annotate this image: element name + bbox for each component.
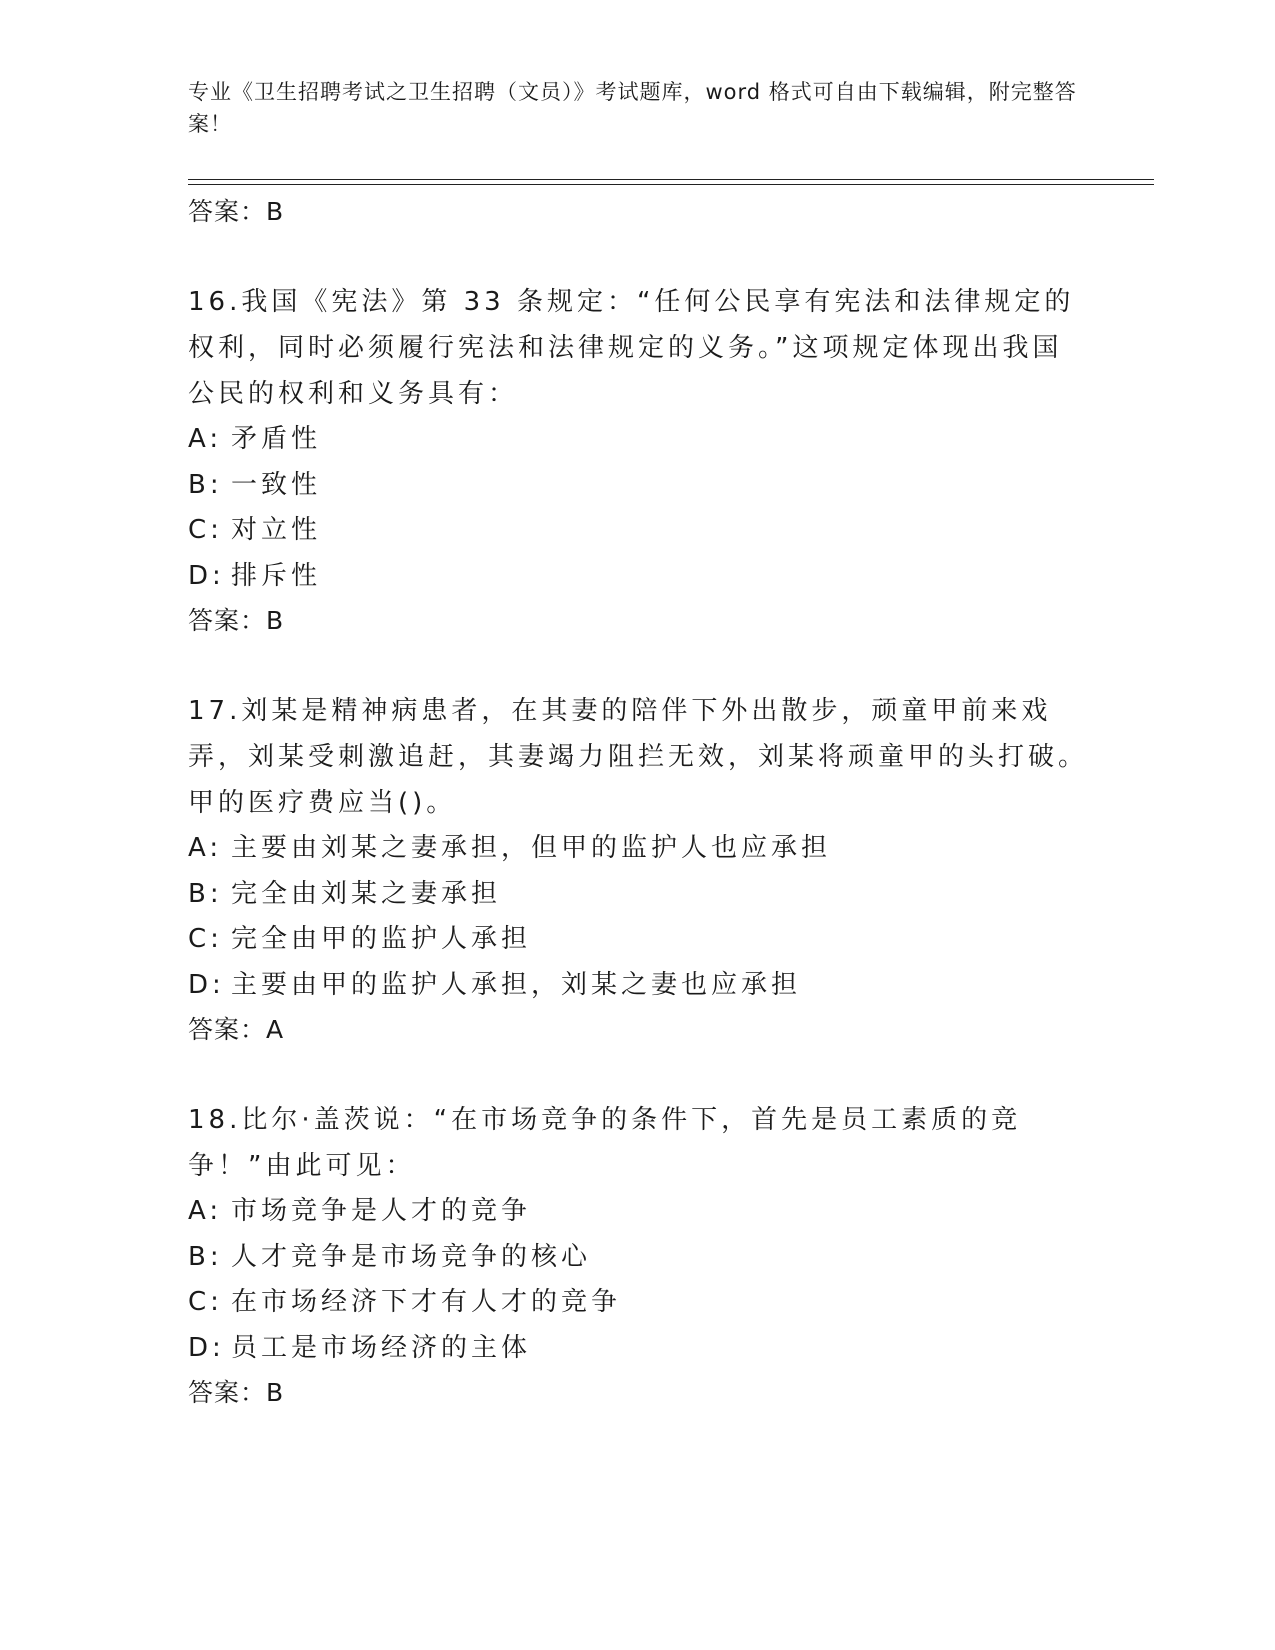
header-rule-bottom — [188, 184, 1154, 185]
option-letter: B: — [188, 469, 223, 500]
option-letter: A: — [188, 1196, 223, 1226]
option-letter: B: — [188, 878, 223, 909]
option-letter: C: — [188, 924, 223, 954]
option-d — [188, 554, 1088, 600]
option-a — [188, 417, 1088, 463]
option-text: 完全由刘某之妻承担 — [231, 878, 502, 909]
option-text: 一致性 — [231, 469, 322, 500]
option-letter: D: — [188, 969, 225, 1000]
document-body — [188, 190, 1088, 1415]
option-letter: A: — [188, 424, 223, 454]
option-text: 主要由甲的监护人承担，刘某之妻也应承担 — [231, 969, 802, 1000]
option-text: 市场竞争是人才的竞争 — [231, 1196, 532, 1226]
option-text: 员工是市场经济的主体 — [231, 1332, 532, 1363]
option-d — [188, 1326, 1088, 1372]
option-letter: D: — [188, 1332, 225, 1363]
question-16 — [188, 279, 1088, 643]
option-letter: C: — [188, 1287, 223, 1317]
option-text: 矛盾性 — [231, 424, 322, 454]
header-rule-top — [188, 179, 1154, 180]
option-text: 完全由甲的监护人承担 — [231, 924, 532, 954]
page-header: 专业《卫生招聘考试之卫生招聘（文员）》考试题库，word 格式可自由下载编辑，附完整答案！ — [188, 80, 1077, 136]
question-18 — [188, 1097, 1088, 1415]
option-text: 排斥性 — [231, 560, 322, 591]
answer-line: 答案：A — [188, 1015, 285, 1044]
question-17 — [188, 688, 1088, 1052]
option-d — [188, 963, 1088, 1009]
option-b — [188, 872, 1088, 918]
option-c — [188, 917, 1088, 963]
option-a — [188, 826, 1088, 872]
option-b — [188, 463, 1088, 509]
option-a — [188, 1189, 1088, 1235]
option-text: 人才竞争是市场竞争的核心 — [231, 1241, 592, 1272]
option-c — [188, 508, 1088, 554]
question-stem: 18.比尔·盖茨说：“在市场竞争的条件下，首先是员工素质的竞争！”由此可见： — [188, 1105, 1022, 1181]
answer-line: 答案：B — [188, 1378, 285, 1407]
previous-answer: 答案：B — [188, 197, 285, 226]
option-letter: B: — [188, 1241, 223, 1272]
option-text: 对立性 — [231, 515, 322, 545]
question-stem: 17.刘某是精神病患者，在其妻的陪伴下外出散步，顽童甲前来戏弄，刘某受刺激追赶，其妻竭力阻拦无效，刘某将顽童甲的头打破。甲的医疗费应当()。 — [188, 696, 1089, 818]
option-letter: C: — [188, 515, 223, 545]
option-b — [188, 1235, 1088, 1281]
answer-line: 答案：B — [188, 606, 285, 635]
option-text: 主要由刘某之妻承担，但甲的监护人也应承担 — [231, 833, 832, 863]
question-stem: 16.我国《宪法》第 33 条规定：“任何公民享有宪法和法律规定的权利，同时必须履行宪法和法律规定的义务。”这项规定体现出我国公民的权利和义务具有： — [188, 287, 1075, 409]
option-text: 在市场经济下才有人才的竞争 — [231, 1287, 622, 1317]
option-c — [188, 1280, 1088, 1326]
option-letter: D: — [188, 560, 225, 591]
option-letter: A: — [188, 833, 223, 863]
